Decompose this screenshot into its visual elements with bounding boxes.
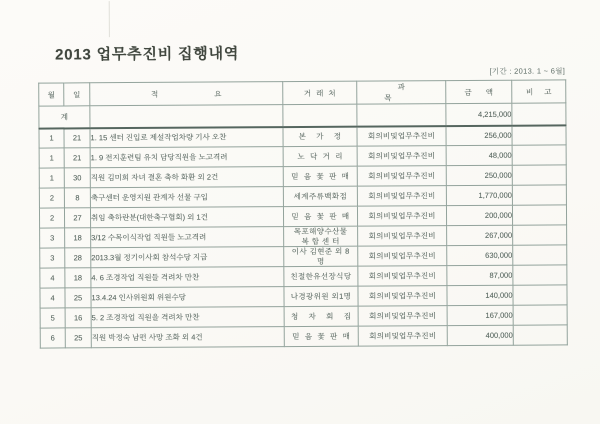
col-header-month: 월: [39, 83, 64, 106]
cell-note: [512, 125, 566, 145]
cell-vendor: 나경광위원 외1명: [284, 286, 358, 306]
cell-amount: 630,000: [447, 245, 513, 265]
cell-vendor: 믿 음 꽃 판 매: [284, 326, 358, 346]
cell-vendor: 노 닥 거 리: [283, 146, 357, 166]
cell-day: 25: [65, 288, 91, 308]
cell-vendor: 이사 김현준 외 8 명: [284, 246, 358, 266]
cell-note: [513, 305, 567, 325]
cell-amount: 48,000: [446, 145, 512, 165]
cell-month: 3: [40, 248, 65, 268]
cell-note: [513, 285, 567, 305]
cell-description: 직원 박정숙 남편 사망 조화 외 4건: [91, 327, 284, 348]
cell-vendor: 목포해양수산물 복 합 센 터: [284, 226, 358, 246]
cell-vendor: 믿 음 꽃 판 매: [283, 166, 357, 186]
cell-note: [513, 325, 567, 345]
cell-description: 2013.3월 정기이사회 참석수당 지급: [91, 247, 284, 268]
cell-amount: 200,000: [446, 205, 512, 225]
cell-category: 회의비및업무추진비: [358, 306, 447, 327]
col-header-day: 일: [64, 83, 90, 106]
cell-description: 13.4.24 인사위원회 위원수당: [91, 287, 284, 308]
cell-category: 회의비및업무추진비: [357, 206, 446, 227]
cell-amount: 167,000: [447, 305, 513, 325]
cell-vendor: 본 가 정: [283, 126, 357, 146]
cell-category: 회의비및업무추진비: [358, 226, 447, 247]
cell-note: [512, 165, 566, 185]
col-header-amount: 금액: [446, 80, 512, 103]
cell-note: [512, 145, 566, 165]
total-description-cell: [90, 105, 283, 128]
page-title: 2013 업무추진비 집행내역: [54, 45, 240, 64]
table-header: [39, 80, 566, 106]
cell-amount: 140,000: [447, 285, 513, 305]
col-header-description: 적요: [90, 82, 283, 106]
cell-note: [513, 265, 567, 285]
cell-day: 25: [65, 328, 91, 348]
cell-day: 27: [64, 208, 90, 228]
cell-category: 회의비및업무추진비: [358, 266, 447, 287]
cell-day: 30: [64, 168, 90, 188]
cell-amount: 1,770,000: [446, 185, 512, 205]
cell-category: 회의비및업무추진비: [357, 146, 446, 167]
cell-category: 회의비및업무추진비: [357, 126, 446, 147]
cell-description: 1. 15 센터 진입로 제설작업차량 기사 오찬: [90, 127, 283, 148]
cell-amount: 267,000: [447, 225, 513, 245]
cell-vendor: 믿 음 꽃 판 매: [283, 206, 357, 226]
cell-month: 2: [39, 208, 64, 228]
cell-month: 1: [39, 168, 64, 188]
col-header-category: 과목: [357, 81, 446, 105]
expense-table: [38, 79, 568, 348]
cell-day: 16: [65, 308, 91, 328]
cell-day: 28: [65, 248, 91, 268]
cell-month: 1: [39, 128, 64, 148]
cell-month: 6: [40, 328, 65, 348]
cell-category: 회의비및업무추진비: [357, 186, 446, 207]
cell-month: 5: [40, 308, 65, 328]
col-header-note: 비고: [512, 80, 566, 103]
cell-amount: 250,000: [446, 165, 512, 185]
total-vendor-cell: [283, 104, 357, 126]
cell-description: 4. 6 조경작업 직원들 격려차 만찬: [91, 267, 284, 288]
cell-vendor: 친절한유선장식당: [284, 266, 358, 286]
total-label: 계: [39, 106, 90, 128]
total-category-cell: [357, 104, 446, 127]
cell-category: 회의비및업무추진비: [358, 246, 447, 267]
cell-day: 21: [64, 148, 90, 168]
cell-note: [512, 205, 566, 225]
cell-amount: 256,000: [446, 125, 512, 145]
table-body: [39, 103, 567, 348]
table-row: [40, 325, 567, 348]
cell-vendor: 세계주류백화점: [283, 186, 357, 206]
cell-day: 21: [64, 128, 90, 148]
cell-note: [513, 225, 567, 245]
total-amount: 4,215,000: [446, 103, 512, 125]
cell-month: 2: [39, 188, 64, 208]
cell-note: [513, 245, 567, 265]
cell-note: [512, 185, 566, 205]
scan-crease-line: [109, 1, 110, 37]
cell-description: 1. 9 전지훈련팀 유치 담당직원을 노고격려: [90, 147, 283, 168]
cell-day: 18: [65, 228, 91, 248]
cell-month: 3: [40, 228, 65, 248]
cell-day: 18: [65, 268, 91, 288]
cell-vendor: 청 자 회 집: [284, 306, 358, 326]
cell-category: 회의비및업무추진비: [357, 166, 446, 187]
cell-description: 3/12 수목이식작업 직원들 노고격려: [91, 227, 284, 248]
cell-category: 회의비및업무추진비: [358, 326, 447, 347]
total-note-cell: [512, 103, 566, 125]
cell-month: 4: [40, 268, 65, 288]
cell-month: 4: [40, 288, 65, 308]
cell-month: 1: [39, 148, 64, 168]
cell-amount: 87,000: [447, 265, 513, 285]
total-row: [39, 103, 566, 128]
cell-description: 취임 축하란분(대한축구협회) 외 1건: [90, 207, 283, 228]
period-label: [기간 : 2013. 1 ~ 6월]: [489, 66, 566, 76]
cell-category: 회의비및업무추진비: [358, 286, 447, 307]
cell-description: 직원 김미희 자녀 결혼 축하 화환 외 2건: [90, 167, 283, 188]
cell-description: 5. 2 조경작업 직원을 격려차 만찬: [91, 307, 284, 328]
header-row: [39, 80, 566, 106]
cell-amount: 400,000: [447, 325, 513, 345]
col-header-vendor: 거래처: [283, 81, 357, 104]
cell-description: 축구센터 운영지원 관계자 선물 구입: [90, 187, 283, 208]
cell-day: 8: [64, 188, 90, 208]
